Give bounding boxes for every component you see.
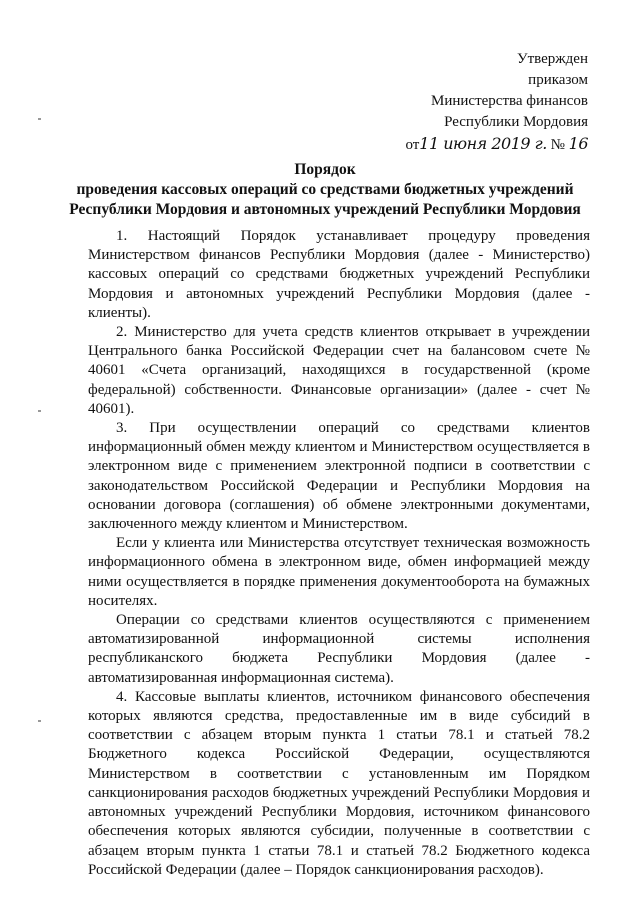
document-title bbox=[60, 160, 590, 220]
approval-date-line bbox=[405, 133, 588, 156]
paragraph: 4. Кассовые выплаты клиентов, источником финансового обеспечения которых являются средства, предоставленные им в виде субсидий в соответствии с абзацем вторым пункта 1 статьи 78.1 и статьей 78.2 Бюджетного кодекса Российской Федерации, осуществляются Министерством в соответствии с установленным им Порядком санкционирования расходов бюджетных учреждений Республики Мордовия и автономных учреждений Республики Мордовия, источником финансового обеспечения которых являются субсидии, полученные в соответствии с абзацем вторым пункта 1 статьи 78.1 и статьей 78.2 Бюджетного кодекса Российской Федерации (далее – Порядок санкционирования расходов). bbox=[88, 688, 590, 878]
scan-mark bbox=[38, 720, 41, 722]
document-body bbox=[88, 227, 590, 880]
scan-mark bbox=[38, 410, 41, 412]
number-label: № bbox=[550, 137, 565, 153]
paragraph: 3. При осуществлении операций со средствами клиентов информационный обмен между клиентом и Министерством осуществляется в электронном виде с применением электронной подписи в соответствии с законодательством Российской Федерации и Республики Мордовия на основании договора (соглашения) об обмене электронными документами, заключенного между клиентом и Министерством. bbox=[88, 420, 590, 533]
paragraph: 2. Министерство для учета средств клиентов открывает в учреждении Центрального банка Российской Федерации счет на балансовом счете № 40601 «Счета организаций, находящихся в государственной (кроме федеральной) собственности. Финансовые организации» (далее - счет № 40601). bbox=[88, 324, 590, 417]
date-prefix: от bbox=[405, 137, 420, 153]
scan-mark bbox=[38, 118, 41, 120]
approval-line: Республики Мордовия bbox=[444, 114, 588, 130]
approval-line: Министерства финансов bbox=[431, 93, 588, 109]
paragraph: 1. Настоящий Порядок устанавливает процедуру проведения Министерством финансов Республики Мордовия (далее - Министерство) кассовых операций со средствами бюджетных учреждений Республики Мордовия и автономных учреждений Республики Мордовия (далее - клиенты). bbox=[88, 228, 590, 321]
approval-line: приказом bbox=[528, 72, 588, 88]
approval-line: Утвержден bbox=[516, 51, 588, 67]
paragraph: Операции со средствами клиентов осуществляются с применением автоматизированной информационной системы исполнения республиканского бюджета Республики Мордовия (далее - автоматизированная информационная система). bbox=[88, 612, 590, 686]
approval-stamp-block bbox=[405, 49, 588, 156]
title-line: Республики Мордовия и автономных учреждений Республики Мордовия bbox=[69, 201, 581, 218]
title-line: проведения кассовых операций со средствами бюджетных учреждений bbox=[76, 181, 574, 198]
paragraph: Если у клиента или Министерства отсутствует техническая возможность информационного обмена в электронном виде, обмен информацией между ними осуществляется в порядке применения документооборота на бумажных носителях. bbox=[88, 535, 590, 609]
title-line: Порядок bbox=[294, 161, 356, 178]
handwritten-number: 16 bbox=[568, 134, 588, 153]
handwritten-date: 11 июня 2019 г. bbox=[419, 134, 547, 153]
